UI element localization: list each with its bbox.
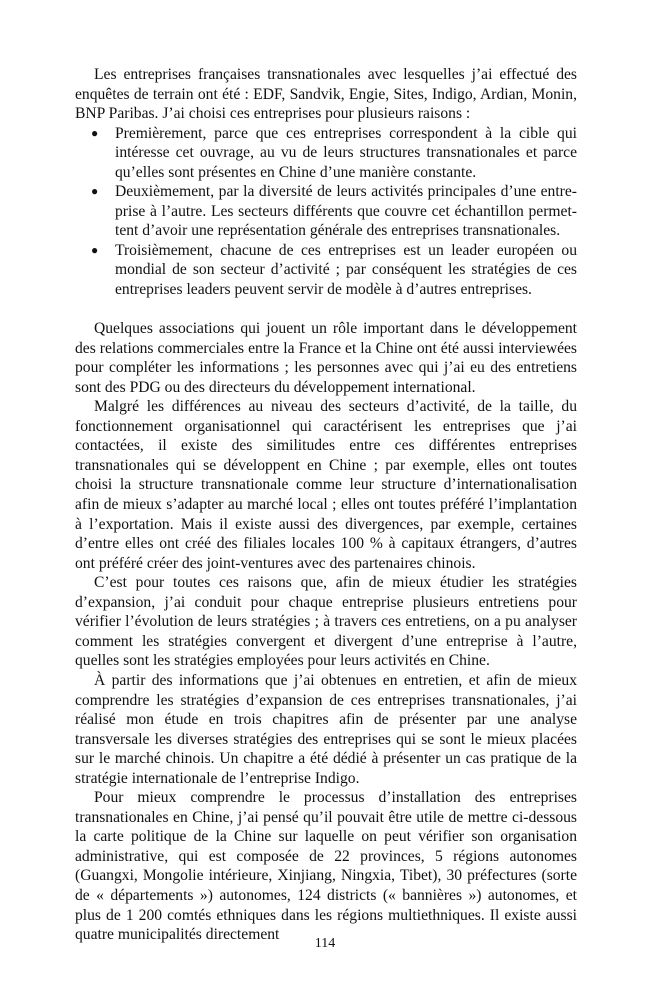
bullet-icon: ● [91,125,99,140]
list-item-text: Troisièmement, chacune de ces entreprises est un leader européen ou mondial de son secteur d’activité ; par conséquent les stratégies de ces entreprises leaders peuvent servir de modèle à d’autres entreprises. [115,241,577,299]
bullet-icon: ● [91,184,99,199]
list-item [75,241,577,300]
reasons-list [75,124,577,300]
list-item [75,124,577,183]
page-body [75,65,577,945]
paragraph-gap [75,300,577,320]
page-number: 114 [314,936,336,951]
list-item-text: Deuxièmement, par la diversité de leurs activités principales d’une entre-prise à l’autre. Les secteurs différents que couvre cet échantillon permet-tent d’avoir une représentation générale des entreprises transnationales. [115,183,577,240]
paragraph-associations: Quelques associations qui jouent un rôle important dans le développement des relations commerciales entre la France et la Chine ont été aussi interviewées pour compléter les informations ; les personnes avec qui j’ai eu des entretiens sont des PDG ou des directeurs du développement international. [75,320,577,396]
list-item-text: Premièrement, parce que ces entreprises correspondent à la cible qui intéresse cet ouvrage, au vu de leurs structures transnationales et parce qu’elles sont présentes en Chine d’une manière constante. [115,124,577,181]
intro-paragraph: Les entreprises françaises transnationales avec lesquelles j’ai effectué des enquêtes de terrain ont été : EDF, Sandvik, Engie, Sites, Indigo, Ardian, Monin, BNP Paribas. J’ai choisi ces entreprises pour plusieurs raisons : [75,66,577,123]
paragraph-similitudes: Malgré les différences au niveau des secteurs d’activité, de la taille, du fonctionnement organisationnel qui caractérisent les entreprises que j’ai contactées, il existe des similitudes entre ces différentes entreprises transnationales qui se développent en Chine ; par exemple, elles ont toutes choisi la structure transnationale comme leur structure d’internationalisation afin de mieux s’adapter au marché local ; elles ont toutes préféré l’implantation à l’exportation. Mais il existe aussi des divergences, par exemple, certaines d’entre elles ont créé des filiales locales 100 % à capitaux étrangers, d’autres ont préféré créer des joint-ventures avec des partenaires chinois. [75,398,577,572]
paragraph-carte: Pour mieux comprendre le processus d’installation des entreprises transnationales en Chine, j’ai pensé qu’il pouvait être utile de mettre ci-dessous la carte politique de la Chine sur laquelle on peut vérifier son organisation administrative, qui est composée de 22 provinces, 5 régions autonomes (Guangxi, Mongolie intérieure, Xinjiang, Ningxia, Tibet), 30 préfectures (sorte de « départements ») autonomes, 124 districts (« bannières ») autonomes, et plus de 1 200 comtés ethniques dans les régions multiethniques. Il existe aussi quatre municipalités directement [75,789,577,944]
paragraph-etude: À partir des informations que j’ai obtenues en entretien, et afin de mieux comprendre les stratégies d’expansion de ces entreprises transnationales, j’ai réalisé mon étude en trois chapitres afin de présenter par une analyse transversale les diverses stratégies des entreprises qui se sont le mieux placées sur le marché chinois. Un chapitre a été dédié à présenter un cas pratique de la stratégie internationale de l’entreprise Indigo. [75,671,577,787]
paragraph-raisons: C’est pour toutes ces raisons que, afin de mieux étudier les stratégies d’expansion, j’ai conduit pour chaque entreprise plusieurs entretiens pour vérifier l’évolution de leurs stratégies ; à travers ces entretiens, on a pu analyser comment les stratégies convergent et divergent d’une entreprise à l’autre, quelles sont les stratégies employées pour leurs activités en Chine. [75,574,577,670]
bullet-icon: ● [91,242,99,257]
list-item [75,182,577,241]
